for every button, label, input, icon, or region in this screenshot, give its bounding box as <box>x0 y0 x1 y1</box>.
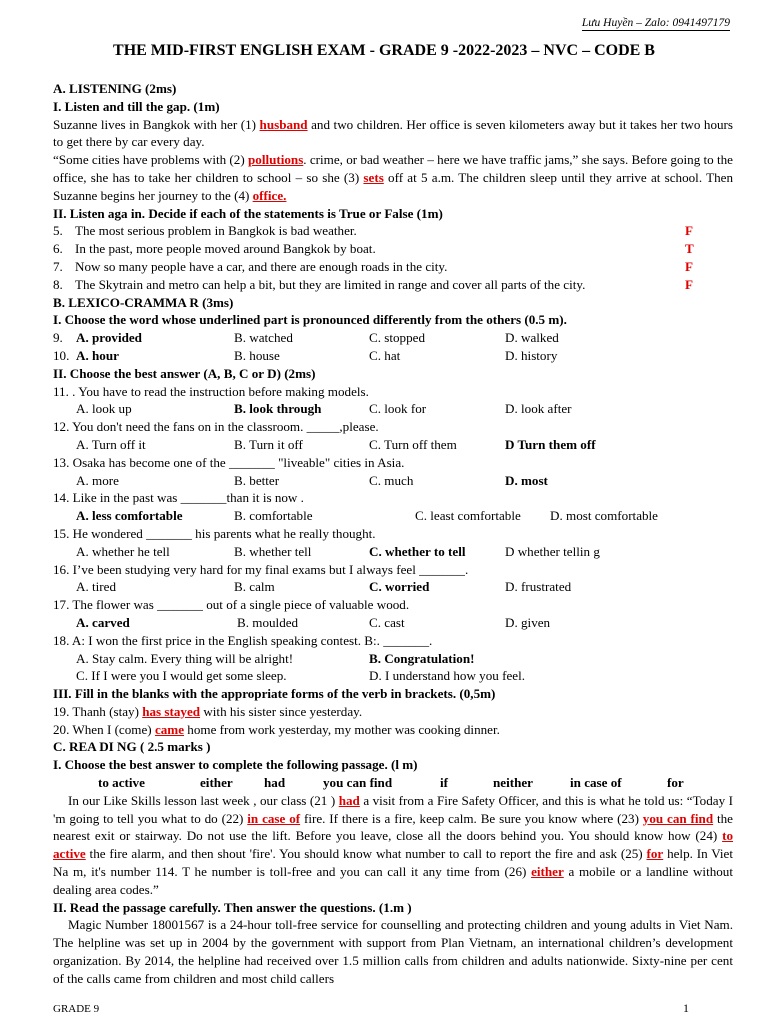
word-bank-item: neither <box>493 775 533 791</box>
question-18: 18. A: I won the first price in the English speaking contest. B:. _______. <box>53 632 433 648</box>
answer-24: to active <box>53 828 733 862</box>
answer-3: sets <box>363 169 384 185</box>
answer-18: B. Congratulation! <box>369 650 475 666</box>
answer-23: you can find <box>642 810 714 826</box>
answer-10: A. hour <box>76 347 119 363</box>
exam-content <box>53 80 733 988</box>
answer-25: for <box>646 846 664 862</box>
options-15: A. whether he tell B. whether tell C. whether to tell D whether tellin g <box>76 543 600 559</box>
question-17: 17. The flower was _______ out of a single piece of valuable wood. <box>53 597 410 613</box>
answer-13: D. most <box>505 472 548 488</box>
tf-item: 6. In the past, more people moved around Bangkok by boat. T <box>53 241 694 257</box>
word-bank-item: either <box>200 775 233 791</box>
reading-passage-2: Magic Number 18001567 is a 24-hour toll-free service for counselling and protecting children and young adults in Viet Nam. The helpline was set up in 2004 by the government with support from Plan Vietnam, an international children’s development organization. By 2014, the helpline had received over 1.5 million calls from children and adults nationwide. Sixty-nine per cent of the calls came from children and most child callers <box>53 917 733 986</box>
tf-answer: F <box>685 258 693 274</box>
answer-16: C. worried <box>369 579 430 595</box>
answer-2: pollutions <box>247 152 304 168</box>
answer-22: in case of <box>247 810 301 826</box>
exam-title: THE MID-FIRST ENGLISH EXAM - GRADE 9 -2022-2023 – NVC – CODE B <box>113 42 655 59</box>
question-19: 19. Thanh (stay) has stayed with his sister since yesterday. <box>53 703 363 719</box>
word-bank-item: had <box>264 775 286 791</box>
reading-part2-heading: II. Read the passage carefully. Then answer the questions. (1.m ) <box>53 899 412 915</box>
word-bank-item: you can find <box>323 775 393 791</box>
options-17: A. carved B. moulded C. cast D. given <box>76 614 551 630</box>
word-bank <box>53 774 733 792</box>
reading-passage-1: In our Like Skills lesson last week , our class (21 ) had a visit from a Fire Safety Officer, and this is what he told us: “Today I 'm going to tell you what to do (22) in case of fire. If there is a fire, keep calm. Be sure you know where (23) you can find the nearest exit or stairway. Do not use the lift. Before you leave, close all the doors behind you. You should know how (24) to active the fire alarm, and then shout 'fire'. You should know what number to call to report the fire and ask (25) for help. In Viet Na m, it's number 114. T he number is toll-free and you can call it any time from (26) either a mobile or a landline without dealing area codes.” <box>53 792 733 897</box>
question-14: 14. Like in the past was _______than it is now . <box>53 490 304 506</box>
options-18-ab: A. Stay calm. Every thing will be alright! B. Congratulation! <box>76 650 475 666</box>
question-20: 20. When I (come) came home from work yesterday, my mother was cooking dinner. <box>53 721 500 737</box>
tf-item: 5. The most serious problem in Bangkok is bad weather. F <box>53 223 693 239</box>
options-18-cd: C. If I were you I would get some sleep. D. I understand how you feel. <box>76 668 525 684</box>
options-16: A. tired B. calm C. worried D. frustrated <box>76 579 572 595</box>
tf-item: 8. The Skytrain and metro can help a bit, but they are limited in range and cover all parts of the city. F <box>53 276 693 292</box>
section-listening-heading: A. LISTENING (2ms) <box>53 81 177 96</box>
question-9: 9. A. provided B. watched C. stopped D. walked <box>53 330 559 346</box>
answer-9: A. provided <box>76 330 142 346</box>
section-reading-heading: C. REA DI NG ( 2.5 marks ) <box>53 739 211 755</box>
answer-26: either <box>531 864 564 880</box>
tf-answer: F <box>685 276 693 292</box>
question-11: 11. . You have to read the instruction before making models. <box>53 383 369 399</box>
answer-21: had <box>338 792 360 808</box>
answer-15: C. whether to tell <box>369 543 466 559</box>
tf-answer: F <box>685 223 693 239</box>
answer-1: husband <box>259 116 308 132</box>
lexico-part2-heading: II. Choose the best answer (A, B, C or D) (2ms) <box>53 365 316 381</box>
options-11: A. look up B. look through C. look for D. look after <box>76 401 572 417</box>
reading-part1-heading: I. Choose the best answer to complete the following passage. (l m) <box>53 757 418 773</box>
page-number: 1 <box>683 1001 689 1015</box>
footer-grade: GRADE 9 <box>53 1003 100 1015</box>
answer-4: office. <box>252 187 287 203</box>
lexico-part1-heading: I. Choose the word whose underlined part is pronounced differently from the others (0.5 m). <box>53 312 567 328</box>
answer-14: A. less comfortable <box>76 508 183 524</box>
answer-11: B. look through <box>234 401 322 417</box>
word-bank-item: if <box>440 775 448 791</box>
listening-part2-heading: II. Listen aga in. Decide if each of the statements is True or False (1m) <box>53 205 443 221</box>
tf-item: 7. Now so many people have a car, and there are enough roads in the city. F <box>53 258 693 274</box>
listening-passage: Suzanne lives in Bangkok with her (1) husband and two children. Her office is seven kilometers away but it takes her two hours to get there by car every day. “Some cities have problems with (2) pollutions. crime, or bad weather – here we have traffic jams,” she says. Before going to the office, she has to take her children to school – so she (3) sets off at 5 a.m. The children sleep until they arrive at school. Then Suzanne begins her journey to the (4) office. <box>53 116 733 203</box>
answer-20: came <box>154 721 185 737</box>
options-12: A. Turn off it B. Turn it off C. Turn off them D Turn them off <box>76 436 596 452</box>
word-bank-item: to active <box>98 775 145 791</box>
author-credit: Lưu Huyền – Zalo: 0941497179 <box>581 17 730 29</box>
true-false-list <box>53 222 733 293</box>
answer-19: has stayed <box>142 703 201 719</box>
options-14: A. less comfortable B. comfortable C. least comfortable D. most comfortable <box>76 508 658 524</box>
question-16: 16. I’ve been studying very hard for my final exams but I always feel _______. <box>53 561 469 577</box>
listening-part1-heading: I. Listen and till the gap. (1m) <box>53 98 220 114</box>
question-15: 15. He wondered _______ his parents what he really thought. <box>53 525 376 541</box>
answer-12: D Turn them off <box>505 436 596 452</box>
tf-answer: T <box>685 241 694 257</box>
lexico-part3-heading: III. Fill in the blanks with the appropriate forms of the verb in brackets. (0,5m) <box>53 686 496 702</box>
question-12: 12. You don't need the fans on in the classroom. _____,please. <box>53 419 379 435</box>
options-13: A. more B. better C. much D. most <box>76 472 548 488</box>
question-10: 10. A. hour B. house C. hat D. history <box>53 347 558 363</box>
answer-17: A. carved <box>76 614 130 630</box>
question-13: 13. Osaka has become one of the _______ "liveable" cities in Asia. <box>53 454 405 470</box>
word-bank-item: for <box>667 775 684 791</box>
word-bank-item: in case of <box>570 775 622 791</box>
section-lexico-heading: B. LEXICO-CRAMMA R (3ms) <box>53 294 234 310</box>
